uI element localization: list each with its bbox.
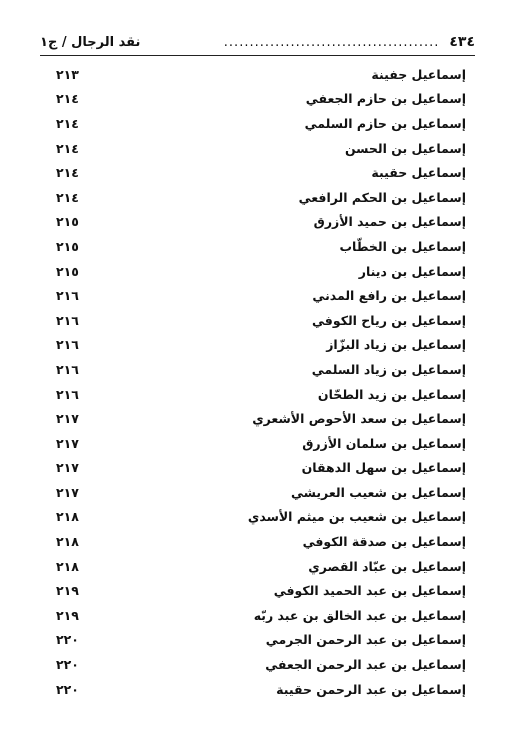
entry-page-number: ٢١٧ xyxy=(56,411,79,427)
index-entry xyxy=(56,677,466,702)
entry-page-number: ٢١٧ xyxy=(56,460,79,476)
entry-page-number: ٢٢٠ xyxy=(56,632,79,648)
index-entry xyxy=(56,382,466,407)
entry-page-number: ٢٢٠ xyxy=(56,657,79,673)
entry-page-number: ٢١٥ xyxy=(56,214,79,230)
entry-page-number: ٢١٤ xyxy=(56,115,79,131)
index-entry xyxy=(56,628,466,653)
index-entry xyxy=(56,406,466,431)
entry-page-number: ٢١٦ xyxy=(56,361,79,377)
entry-page-number: ٢١٥ xyxy=(56,238,79,254)
entry-name: إسماعيل بن عبد الحميد الكوفي xyxy=(273,583,466,599)
entry-page-number: ٢١٦ xyxy=(56,337,79,353)
header-rule xyxy=(40,55,475,56)
entry-page-number: ٢٢٠ xyxy=(56,681,79,697)
entry-page-number: ٢١٣ xyxy=(56,66,79,82)
entry-page-number: ٢١٦ xyxy=(56,288,79,304)
index-entry xyxy=(56,160,466,185)
entry-name: إسماعيل بن سعد الأحوص الأشعري xyxy=(252,411,466,427)
entry-name: إسماعيل بن الحسن xyxy=(344,140,466,156)
index-entry xyxy=(56,480,466,505)
page-number: ٤٣٤ xyxy=(449,34,475,50)
index-entry xyxy=(56,529,466,554)
index-entry xyxy=(56,87,466,112)
entry-name: إسماعيل حقيبة xyxy=(371,165,466,181)
entry-page-number: ٢١٦ xyxy=(56,386,79,402)
entry-name: إسماعيل بن رياح الكوفي xyxy=(312,312,466,328)
entry-name: إسماعيل بن رافع المدني xyxy=(312,288,466,304)
entry-name: إسماعيل بن عبّاد القصري xyxy=(308,558,466,574)
entry-page-number: ٢١٧ xyxy=(56,484,79,500)
entry-page-number: ٢١٧ xyxy=(56,435,79,451)
entry-name: إسماعيل بن شعيب بن ميثم الأسدي xyxy=(247,509,466,525)
entry-page-number: ٢١٤ xyxy=(56,140,79,156)
running-header xyxy=(40,30,475,54)
entry-name: إسماعيل بن زيد الطحّان xyxy=(317,386,466,402)
entry-page-number: ٢١٨ xyxy=(56,534,79,550)
entry-page-number: ٢١٤ xyxy=(56,165,79,181)
index-entry xyxy=(56,185,466,210)
entry-name: إسماعيل بن زياد البزّاز xyxy=(326,337,466,353)
entry-name: إسماعيل بن عبد الرحمن الجرمي xyxy=(265,632,466,648)
dot-leader: .......................................... xyxy=(223,34,440,50)
entry-name: إسماعيل بن سهل الدهقان xyxy=(301,460,466,476)
entry-page-number: ٢١٦ xyxy=(56,312,79,328)
index-entry xyxy=(56,652,466,677)
entry-name: إسماعيل بن صدقة الكوفي xyxy=(302,534,466,550)
index-entry xyxy=(56,234,466,259)
entry-name: إسماعيل بن سلمان الأزرق xyxy=(302,435,466,451)
entry-page-number: ٢١٩ xyxy=(56,583,79,599)
index-entry xyxy=(56,431,466,456)
index-entry xyxy=(56,283,466,308)
index-entry xyxy=(56,603,466,628)
index-entry xyxy=(56,62,466,87)
index-list xyxy=(56,62,466,701)
entry-name: إسماعيل بن عبد الرحمن حقيبة xyxy=(276,681,466,697)
entry-page-number: ٢١٨ xyxy=(56,509,79,525)
index-entry xyxy=(56,578,466,603)
entry-name: إسماعيل جفينة xyxy=(371,66,466,82)
index-entry xyxy=(56,308,466,333)
index-entry xyxy=(56,357,466,382)
entry-page-number: ٢١٤ xyxy=(56,91,79,107)
index-entry xyxy=(56,111,466,136)
index-entry xyxy=(56,259,466,284)
index-entry xyxy=(56,136,466,161)
entry-name: إسماعيل بن دينار xyxy=(358,263,466,279)
index-entry xyxy=(56,333,466,358)
entry-name: إسماعيل بن حازم الجعفي xyxy=(305,91,466,107)
entry-name: إسماعيل بن الحكم الرافعي xyxy=(298,189,466,205)
book-title: نقد الرجال / ج١ xyxy=(40,34,141,50)
entry-name: إسماعيل بن عبد الخالق بن عبد ربّه xyxy=(253,607,466,623)
index-entry xyxy=(56,505,466,530)
entry-name: إسماعيل بن عبد الرحمن الجعفي xyxy=(265,657,466,673)
index-entry xyxy=(56,554,466,579)
index-entry xyxy=(56,456,466,481)
entry-name: إسماعيل بن حميد الأزرق xyxy=(313,214,466,230)
entry-page-number: ٢١٩ xyxy=(56,607,79,623)
index-entry xyxy=(56,210,466,235)
entry-page-number: ٢١٤ xyxy=(56,189,79,205)
entry-name: إسماعيل بن زياد السلمي xyxy=(311,361,466,377)
entry-name: إسماعيل بن شعيب العريشي xyxy=(291,484,466,500)
entry-page-number: ٢١٨ xyxy=(56,558,79,574)
entry-name: إسماعيل بن حازم السلمي xyxy=(304,115,466,131)
entry-page-number: ٢١٥ xyxy=(56,263,79,279)
entry-name: إسماعيل بن الخطّاب xyxy=(339,238,466,254)
